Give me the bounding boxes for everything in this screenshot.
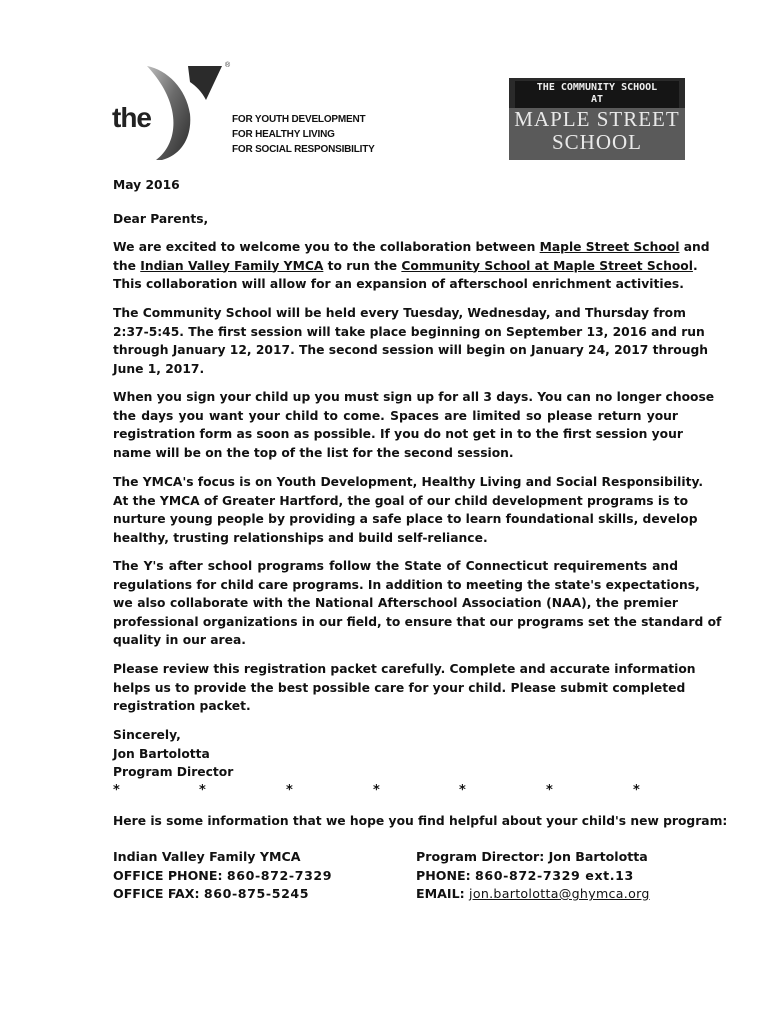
paragraph-signup — [113, 388, 715, 462]
paragraph-line: This collaboration will allow for an expansion of afterschool enrichment activities. — [113, 277, 684, 291]
paragraph-line: registration packet. — [113, 699, 251, 713]
badge-bottom-line: SCHOOL — [551, 130, 642, 154]
paragraph-line: regulations for child care programs. In addition to meeting the state's expectations, — [113, 577, 700, 592]
star-glyph: * — [286, 783, 293, 798]
community-school-ref: Community School at Maple Street School — [401, 258, 693, 273]
paragraph-review — [113, 660, 696, 716]
paragraph-line: the Indian Valley Family YMCA to run the Community School at Maple Street School. — [113, 258, 698, 273]
paragraph-line: When you sign your child up you must sign up for all 3 days. You can no longer choose — [113, 390, 715, 404]
badge-top-line: THE COMMUNITY SCHOOL — [536, 82, 658, 93]
letter-date: May 2016 — [113, 178, 180, 192]
paragraph-line: The Community School will be held every Tuesday, Wednesday, and Thursday from — [113, 306, 686, 320]
paragraph-line: registration form as soon as possible. If you do not get in to the first session your — [113, 427, 683, 441]
mission-line: FOR YOUTH DEVELOPMENT — [232, 114, 366, 125]
paragraph-line: The YMCA's focus is on Youth Development, Healthy Living and Social Responsibility. — [113, 475, 704, 489]
badge-top-line: AT — [590, 94, 604, 105]
paragraph-line: we also collaborate with the National Afterschool Association (NAA), the premier — [113, 596, 678, 610]
paragraph-line: name will be on the top of the list for the second session. — [113, 445, 514, 460]
info-intro: Here is some information that we hope you find helpful about your child's new program: — [113, 814, 728, 828]
contact-org: Indian Valley Family YMCA — [113, 849, 301, 864]
signature-block — [113, 726, 678, 782]
star-separator — [113, 783, 643, 801]
paragraph-line: the days you want your child to come. Spaces are limited so please return your — [113, 408, 678, 423]
program-director: Program Director: Jon Bartolotta — [416, 849, 648, 864]
star-glyph: * — [459, 783, 466, 798]
paragraph-schedule — [113, 304, 709, 378]
paragraph-line: healthy, trusting relationships and build self-reliance. — [113, 530, 488, 545]
badge-bottom — [509, 108, 685, 160]
paragraph-line: Please review this registration packet carefully. Complete and accurate information — [113, 662, 696, 676]
closing: Sincerely, — [113, 728, 181, 742]
signer-title: Program Director — [113, 765, 234, 779]
letter-salutation: Dear Parents, — [113, 212, 209, 226]
ymca-logo — [112, 62, 232, 162]
office-phone: OFFICE PHONE: 860-872-7329 — [113, 867, 333, 883]
paragraph-line: The Y's after school programs follow the State of Connecticut requirements and — [113, 559, 678, 573]
registered-mark: ® — [225, 62, 231, 69]
indian-valley-ymca-ref: Indian Valley Family YMCA — [140, 258, 324, 273]
star-glyph: * — [113, 783, 120, 798]
contact-left — [113, 848, 332, 904]
paragraph-line: helps us to provide the best possible care for your child. Please submit completed — [113, 680, 686, 695]
paragraph-regulations — [113, 557, 722, 650]
paragraph-line: At the YMCA of Greater Hartford, the goal of our child development programs is to — [113, 493, 689, 508]
paragraph-focus — [113, 473, 704, 547]
mission-line: FOR SOCIAL RESPONSIBILITY — [232, 144, 375, 155]
paragraph-line: June 1, 2017. — [113, 361, 205, 376]
paragraph-line: nurture young people by providing a safe place to learn foundational skills, develop — [113, 512, 698, 526]
paragraph-line: We are excited to welcome you to the collaboration between Maple Street School and — [113, 240, 710, 254]
paragraph-intro — [113, 238, 710, 294]
y-shape-icon — [142, 62, 232, 162]
paragraph-line: professional organizations in our field, to ensure that our programs set the standard of — [113, 614, 722, 629]
director-phone: PHONE: 860-872-7329 ext.13 — [416, 867, 634, 883]
logo-ymca-text: YMCA — [187, 134, 208, 159]
paragraph-line: 2:37-5:45. The first session will take place beginning on September 13, 2016 and run — [113, 324, 705, 339]
ymca-mission-lines — [232, 112, 375, 157]
maple-street-school-ref: Maple Street School — [539, 240, 680, 254]
badge-bottom-line: MAPLE STREET — [514, 107, 680, 131]
community-school-badge — [509, 78, 685, 160]
logo-the-text: the — [112, 102, 151, 133]
star-glyph: * — [199, 783, 206, 798]
star-glyph: * — [633, 783, 640, 798]
contact-right — [416, 848, 650, 904]
paragraph-line: through January 12, 2017. The second session will begin on January 24, 2017 through — [113, 343, 709, 357]
email-link[interactable]: jon.bartolotta@ghymca.org — [469, 886, 650, 901]
office-fax: OFFICE FAX: 860-875-5245 — [113, 886, 310, 901]
director-email: EMAIL: jon.bartolotta@ghymca.org — [416, 886, 650, 901]
mission-line: FOR HEALTHY LIVING — [232, 129, 335, 140]
star-glyph: * — [546, 783, 553, 798]
star-glyph: * — [373, 783, 380, 798]
paragraph-line: quality in our area. — [113, 633, 246, 647]
badge-top — [515, 81, 679, 108]
signer-name: Jon Bartolotta — [113, 746, 210, 761]
